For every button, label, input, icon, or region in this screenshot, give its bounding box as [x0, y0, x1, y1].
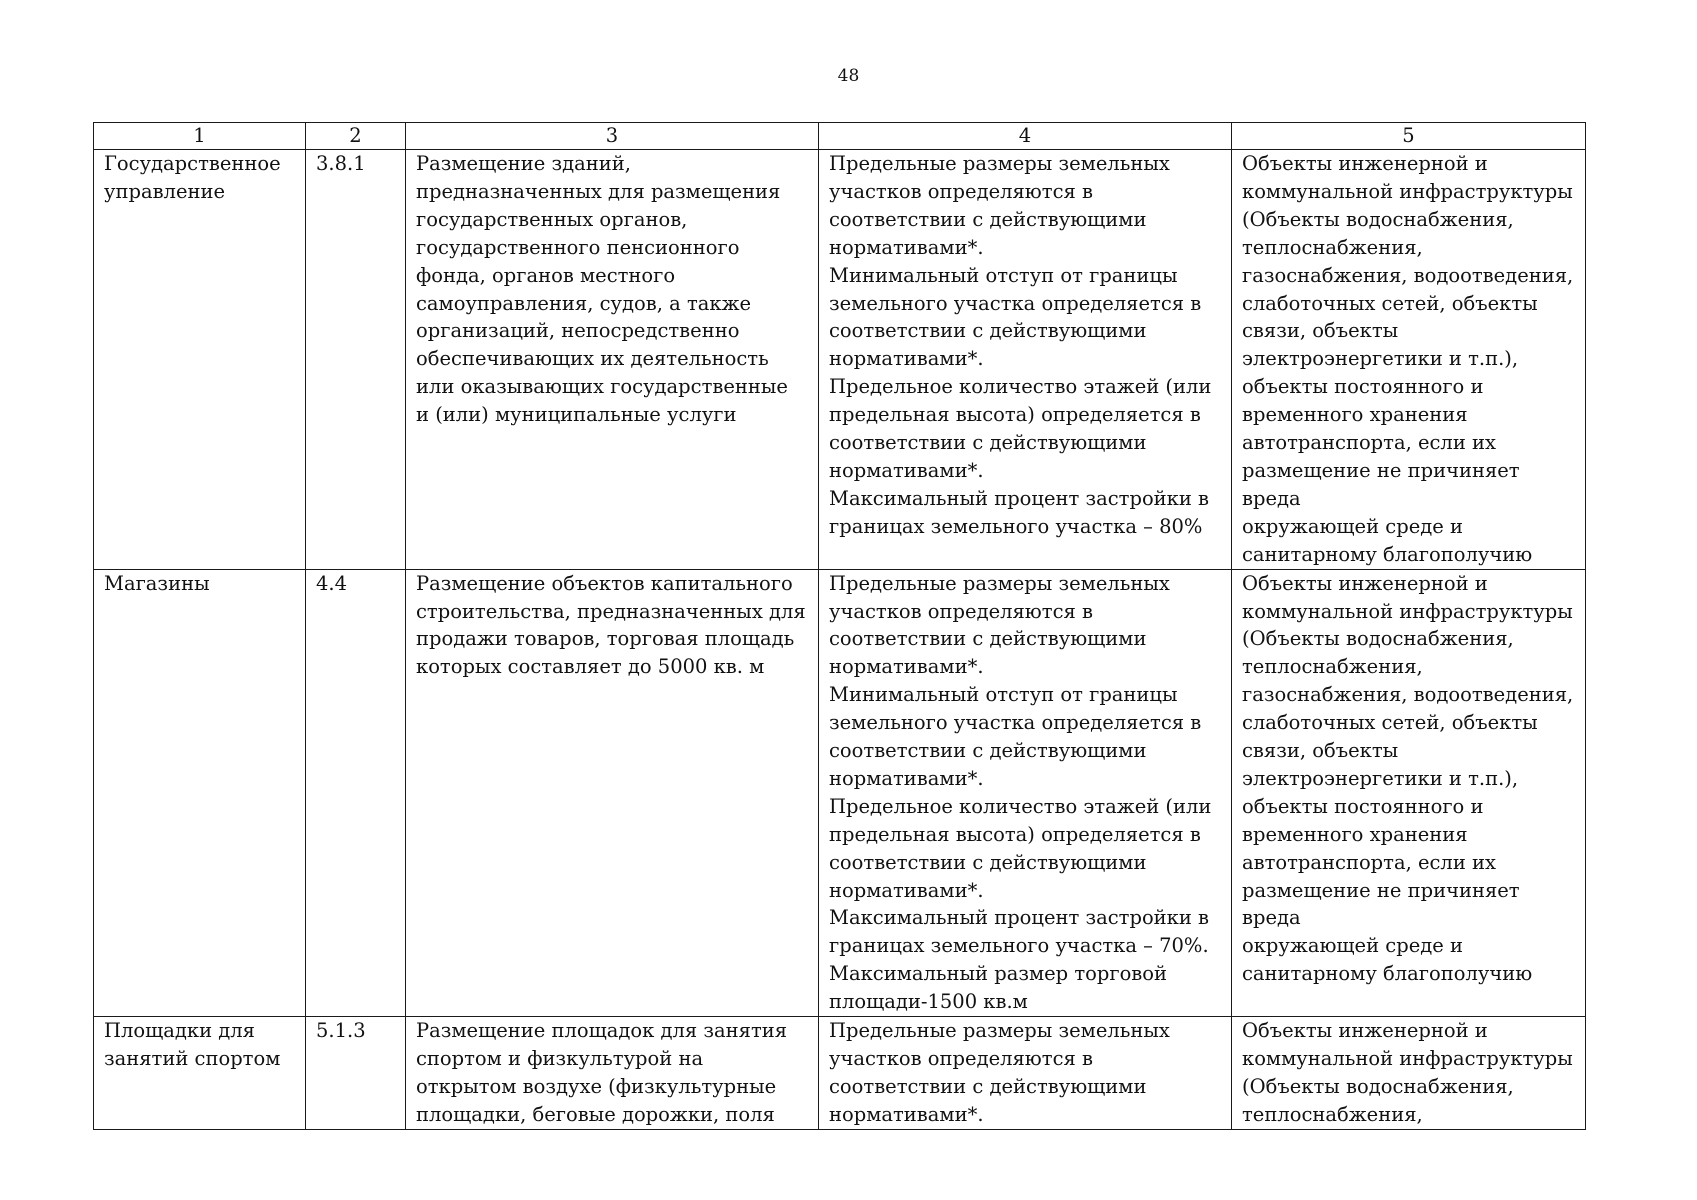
parameters-cell [819, 150, 1232, 570]
parameters-cell [819, 569, 1232, 1017]
description-cell [406, 150, 819, 570]
auxiliary-cell [1232, 1017, 1586, 1130]
use-name-cell [94, 1017, 306, 1130]
column-header-3: 3 [406, 123, 819, 150]
column-header-4: 4 [819, 123, 1232, 150]
use-parameters: Предельные размеры земельных участков определяются в соответствии с действующими нормативами*. [829, 1019, 1170, 1126]
column-header-2: 2 [306, 123, 406, 150]
use-name: Площадки для занятий спортом [104, 1019, 281, 1070]
code-cell [306, 150, 406, 570]
use-name: Государственное управление [104, 152, 281, 203]
use-name: Магазины [104, 571, 210, 595]
land-use-table [93, 122, 1586, 1130]
column-header-1: 1 [94, 123, 306, 150]
use-code: 3.8.1 [316, 152, 366, 175]
auxiliary-uses: Объекты инженерной и коммунальной инфраструктуры (Объекты водоснабжения, теплоснабжения, газоснабжения, водоотведения, слаботочных сетей, объекты связи, объекты электроэнергетики и т.п.), объекты постоянного и временного хранения автотранспорта, если их размещение не причиняет вреда окружающей среде и санитарному благополучию [1242, 571, 1574, 986]
use-parameters: Предельные размеры земельных участков определяются в соответствии с действующими нормативами*. Минимальный отступ от границы земельного участка определяется в соответствии с действующими нормативами*. Предельное количество этажей (или предельная высота) определяется в соответствии с действующими нормативами*. Максимальный процент застройки в границах земельного участка – 70%. Максимальный размер торговой площади-1500 кв.м [829, 571, 1212, 1014]
parameters-cell [819, 1017, 1232, 1130]
use-name-cell [94, 569, 306, 1017]
use-parameters: Предельные размеры земельных участков определяются в соответствии с действующими нормативами*. Минимальный отступ от границы земельного участка определяется в соответствии с действующими нормативами*. Предельное количество этажей (или предельная высота) определяется в соответствии с действующими нормативами*. Максимальный процент застройки в границах земельного участка – 80% [829, 152, 1212, 538]
table-row [94, 150, 1586, 570]
code-cell [306, 569, 406, 1017]
table-row [94, 569, 1586, 1017]
use-description: Размещение площадок для занятия спортом и физкультурой на открытом воздухе (физкультурные площадки, беговые дорожки, поля [416, 1019, 788, 1126]
header-row [94, 123, 1586, 150]
code-cell [306, 1017, 406, 1130]
auxiliary-cell [1232, 569, 1586, 1017]
use-code: 4.4 [316, 571, 348, 595]
use-description: Размещение объектов капитального строительства, предназначенных для продажи товаров, торговая площадь которых составляет до 5000 кв. м [416, 571, 806, 679]
auxiliary-cell [1232, 150, 1586, 570]
table-row [94, 1017, 1586, 1130]
use-code: 5.1.3 [316, 1019, 366, 1043]
auxiliary-uses: Объекты инженерной и коммунальной инфраструктуры (Объекты водоснабжения, теплоснабжения, газоснабжения, водоотведения, слаботочных сетей, объекты связи, объекты электроэнергетики и т.п.), объекты постоянного и временного хранения автотранспорта, если их размещение не причиняет вреда окружающей среде и санитарному благополучию [1242, 152, 1574, 566]
description-cell [406, 569, 819, 1017]
use-name-cell [94, 150, 306, 570]
page-number: 48 [837, 66, 860, 86]
column-header-5: 5 [1232, 123, 1586, 150]
description-cell [406, 1017, 819, 1130]
auxiliary-uses: Объекты инженерной и коммунальной инфраструктуры (Объекты водоснабжения, теплоснабжения, [1242, 1019, 1573, 1126]
use-description: Размещение зданий, предназначенных для размещения государственных органов, государственного пенсионного фонда, органов местного самоуправления, судов, а также организаций, непосредственно обеспечивающих их деятельность или оказывающих государственные и (или) муниципальные услуги [416, 152, 788, 427]
